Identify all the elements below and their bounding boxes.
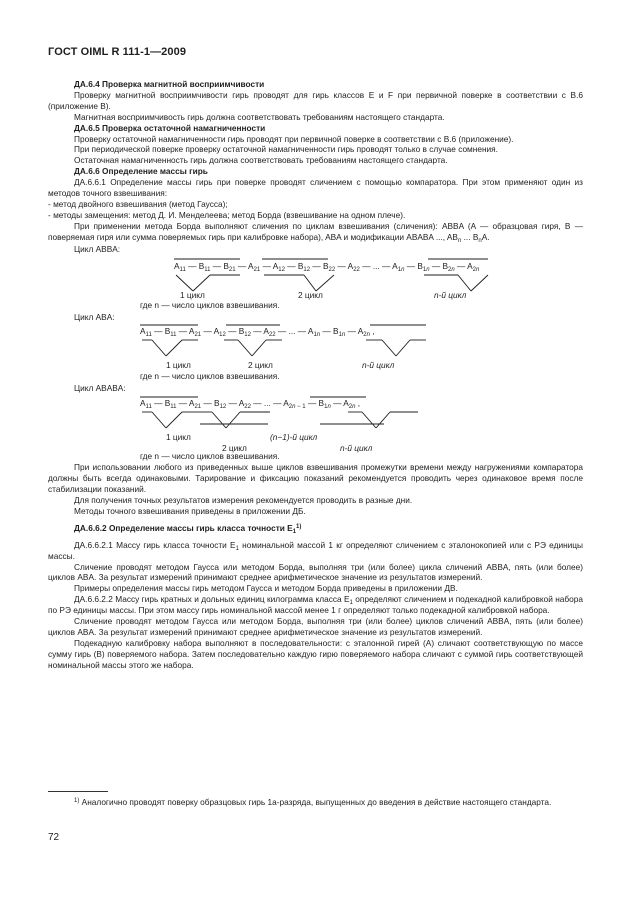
cycle-abba-caption-1: 1 цикл (180, 289, 205, 300)
cycle-ababa-sequence: $A_{11}$ — $B_{11}$ — $A_{21}$ — $B_{12}$ — $A_{22}$ — ... — $A_{2n - 1}$ — $B_{1n}$ — $A_{2n}$ , (140, 398, 361, 411)
cycle-ababa-diagram (48, 394, 583, 462)
cycle-aba-label: Цикл ABA: (74, 311, 115, 322)
paragraph: ДА.6.6.2.2 Массу гирь кратных и дольных единиц килограмма класса $E_1$ определяют сличением и подекадной калибровкой набора по РЭ единицы массы. При этом массу гирь номинальной массой менее 1 г определяют только подекадной калибровкой набора. (48, 594, 584, 616)
cycle-aba-caption-n: n-й цикл (362, 360, 395, 371)
cycle-ababa-caption-n1: (n−1)-й цикл (270, 432, 318, 443)
cycle-abba-note: где n — число циклов взвешивания. (140, 299, 280, 310)
footnote (48, 797, 583, 808)
paragraph: Остаточная намагниченность гирь должна соответствовать требованиям настоящего стандарта. (74, 155, 448, 166)
paragraph: Сличение проводят методом Гаусса или методом Борда, выполняя три (или более) циклов сличений ABBA, пять (или более) циклов ABA. За результат измерений принимают среднее арифметическое значение из результатов измерений. (48, 616, 583, 637)
cycle-abba-label: Цикл ABBA: (74, 243, 121, 254)
paragraph: Для получения точных результатов измерения рекомендуется проводить в разные дни. (74, 495, 413, 506)
cycle-aba-brackets (48, 322, 583, 382)
standard-header: ГОСТ OIML R 111-1—2009 (48, 46, 187, 58)
paragraph: Примеры определения массы гирь методом Гаусса и методом Борда приведены в приложении ДВ. (74, 583, 458, 594)
paragraph: Магнитная восприимчивость гирь должна соответствовать требованиям настоящего стандарта. (74, 111, 445, 122)
cycle-ababa-brackets (48, 394, 583, 462)
section-title-6-6: ДА.6.6 Определение массы гирь (74, 166, 208, 177)
paragraph: ДА.6.6.1 Определение массы гирь при поверке проводят сличением с помощью компаратора. При этом применяют один из методов точного взвешивания: (48, 177, 583, 199)
method-item: - метод двойного взвешивания (метод Гаусса); (48, 198, 228, 209)
cycle-abba-caption-2: 2 цикл (298, 289, 323, 300)
cycle-aba-sequence: $A_{11}$ — $B_{11}$ — $A_{21}$ — $A_{12}$ — $B_{12}$ — $A_{22}$ — ... — $A_{1n}$ — $B_{1n}$ — $A_{2n}$ , (140, 326, 375, 339)
paragraph: Подекадную калибровку набора выполняют в последовательности: с эталонной гирей (A) сличают соответствующую по массе сумму гирь (B) поверяемого набора. Затем последовательно каждую гирю поверяемого набора сличают с суммой гирь соответствующей номинальной массы этого же набора. (48, 637, 583, 670)
cycle-ababa-caption-n: n-й цикл (340, 443, 373, 454)
document-body (48, 79, 583, 671)
section-title-6-4: ДА.6.4 Проверка магнитной восприимчивости (74, 79, 265, 89)
paragraph: Методы точного взвешивания приведены в приложении ДБ. (74, 505, 306, 516)
cycle-ababa-note: где n — число циклов взвешивания. (140, 451, 280, 462)
paragraph: При периодической поверке проверку остаточной намагниченности гирь проводят только в случае сомнения. (74, 144, 498, 155)
section-title-6-5: ДА.6.5 Проверка остаточной намагниченности (74, 122, 266, 133)
section-title-6-6-2: ДА.6.6.2 Определение массы гирь класса точности $E_1^{1)}$ (74, 522, 302, 535)
cycle-ababa-caption-2: 2 цикл (222, 443, 247, 454)
cycle-ababa-label: Цикл ABABA: (74, 383, 126, 394)
cycle-aba-diagram (48, 322, 583, 382)
page-number: 72 (48, 832, 60, 843)
cycle-aba-caption-2: 2 цикл (248, 360, 273, 371)
cycle-abba-caption-n: n-й цикл (434, 289, 467, 300)
paragraph: Проверку остаточной намагниченности гирь проводят при первичной поверке в соответствии с В.6 (приложение). (74, 133, 514, 144)
paragraph: При использовании любого из приведенных выше циклов взвешивания промежутки времени между нагружениями компаратора должны быть всегда одинаковыми. Тарирование и фиксацию показаний рекомендуется проводить через одинаковое время после стабилизации показаний. (48, 462, 583, 495)
paragraph: При применении метода Борда выполняют сличения по циклам взвешивания (сличения): ABBA (A — образцовая гиря, B — поверяемая гиря или сумма поверяемых гирь при калибровке набора), ABA и модификации ABABA ..., $AB_n$ ... $B_nA$. (48, 220, 583, 244)
cycle-abba-diagram (48, 255, 583, 311)
paragraph: ДА.6.6.2.1 Массу гирь класса точности $E_1$ номинальной массой 1 кг определяют сличением с эталонокопией или с РЭ единицы массы. (48, 539, 584, 561)
cycle-ababa-caption-1: 1 цикл (166, 432, 191, 443)
footnote-text: Аналогично проводят поверку образцовых гирь 1а-разряда, выпущенных до введения в действие настоящего стандарта. (81, 797, 552, 807)
method-item: - методы замещения: метод Д. И. Менделеева; метод Борда (взвешивание на одном плече). (48, 209, 406, 220)
cycle-aba-caption-1: 1 цикл (166, 360, 191, 371)
footnote-mark: 1) (74, 798, 80, 804)
paragraph: Сличение проводят методом Гаусса или методом Борда, выполняя три (или более) цикла сличений ABBA, пять (или более) циклов ABA. За результат измерений принимают среднее арифметическое значение из результатов измерений. (48, 561, 583, 583)
cycle-aba-note: где n — число циклов взвешивания. (140, 371, 280, 382)
paragraph: Проверку магнитной восприимчивости гирь проводят для гирь классов E и F при первичной поверке в соответствии с В.6 (приложение В). (48, 89, 583, 111)
footnote-divider (48, 791, 108, 792)
cycle-abba-brackets (48, 255, 583, 311)
cycle-abba-sequence: $A_{11}$ — $B_{11}$ — $B_{21}$ — $A_{21}$ — $A_{12}$ — $B_{12}$ — $B_{22}$ — $A_{22}$ — ... — $A_{1n}$ — $B_{1n}$ — $B_{2n}$ — $A_{2n}$ (174, 260, 480, 273)
